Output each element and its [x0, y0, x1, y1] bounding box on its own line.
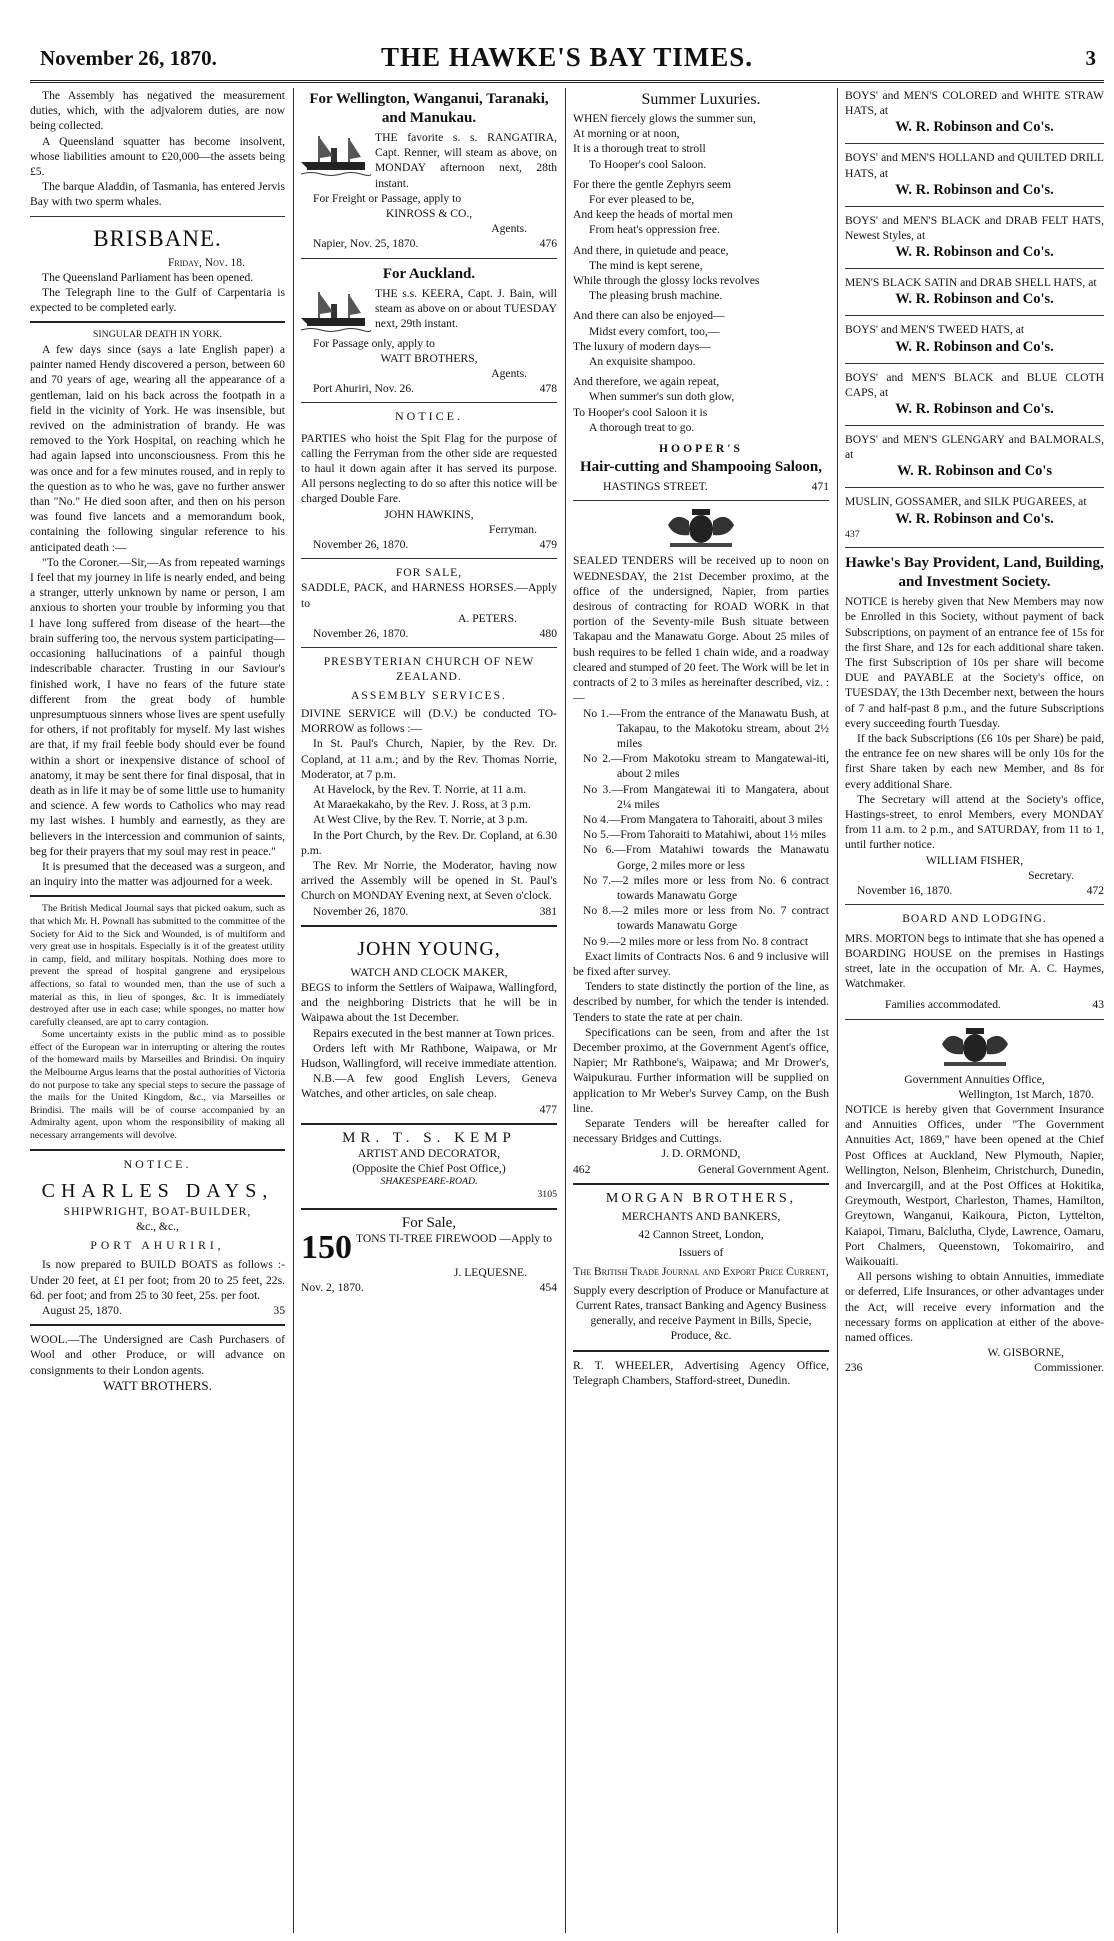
- tender-text: SEALED TENDERS will be received up to noon on WEDNESDAY, the 21st December proximo, at the office of the undersigned, Napier, from parties desirous of contracting for ROAD WORK in that portion of the Seventy-mile Bush situate between Takapau and the Manawatu Gorge. About 25 miles of bush requires to be felled 1 chain wide, and a roadway cleared and stumped of 20 feet. The Work will be let in contracts of 2 to 3 miles as hereinafter described, viz. :—: [573, 554, 829, 705]
- robinson-ad: [845, 213, 1104, 262]
- rangatira-footer: [301, 236, 557, 251]
- morgan-issuers: Issuers of: [678, 1246, 724, 1260]
- presbyterian-text: DIVINE SERVICE will (D.V.) be conducted TO-MORROW as follows :—: [301, 706, 557, 736]
- poem-line: To Hooper's cool Saloon.: [589, 157, 707, 171]
- mails-paragraph: Some uncertainty exists in the public mind as to possible effect of the European war in interrupting or altering the routes of the homeward mails by Marseilles and Brindisi. On inquiry the Melbourne Argus learns that the postal authorities of Victoria do not purpose to take any special steps to secure the passage of the mails for the United Kingdom, &c., via Marseilles or Brindisi. The mails will be of course accompanied by an Admiralty agent, upon whom the responsibility of making all necessary arrangements will devolve.: [30, 1029, 285, 1142]
- annuity-office: Government Annuities Office,: [904, 1072, 1045, 1086]
- firewood-footer: [301, 1280, 557, 1295]
- robinson-ad: [845, 370, 1104, 419]
- tender-ad-number: 462: [573, 1162, 591, 1176]
- masthead-rule: [30, 80, 1104, 83]
- poem-line: It is a thorough treat to stroll: [573, 142, 706, 156]
- presbyterian-text: At Havelock, by the Rev. T. Norrie, at 11 a.m.: [313, 782, 527, 796]
- robinson-ad-signature: W. R. Robinson and Co's.: [895, 244, 1054, 261]
- spit-heading: NOTICE.: [395, 409, 463, 424]
- robinson-ad: [845, 88, 1104, 137]
- divider: [301, 558, 557, 559]
- tender-text: Tenders to state distinctly the portion of the line, as described by number, for which the tender is intended. Tenders to state the rate at per chain.: [573, 980, 829, 1024]
- news-item: The Queensland Parliament has been opened.: [42, 270, 254, 284]
- firewood-ad-number: 454: [539, 1280, 557, 1294]
- keera-heading: For Auckland.: [382, 265, 476, 282]
- rangatira-agent: KINROSS & CO.,: [385, 207, 473, 221]
- keera-text: THE s.s. KEERA, Capt. J. Bain, will steam as above on or about TUESDAY next, 29th instant.: [375, 286, 557, 331]
- newspaper-title: THE HAWKE'S BAY TIMES.: [380, 42, 754, 72]
- newspaper-page: [30, 0, 1104, 1941]
- rangatira-apply: For Freight or Passage, apply to: [313, 191, 462, 205]
- royal-arms-icon: [932, 1026, 1018, 1068]
- rangatira-heading: For Wellington, Wanganui, Taranaki, and Manukau.: [309, 91, 549, 126]
- firewood-signature: J. LEQUESNE.: [453, 1265, 527, 1279]
- presbyterian-date: November 26, 1870.: [313, 904, 409, 918]
- medical-paragraph: The British Medical Journal says that picked oakum, such as that which Mr. H. Pownall has submitted to the committee of the Society for Aid to the Sick and Wounded, is of multiform and very great use in hospitals. Especially is it of the greatest utility in camp, field, and military hospitals. Nothing does more to prevent the spread of hospital gangrene and erysipelous affections, so fatal to wounded men, than the use of such a material as this, in lieu of sponges, &c. It is immediately destroyed after use in each case; while sponges, no matter how carefully cleansed, are apt to carry contagion.: [30, 903, 285, 1028]
- presbyterian-heading: PRESBYTERIAN CHURCH OF NEW ZEALAND.: [323, 655, 535, 684]
- wool-text: WOOL.—The Undersigned are Cash Purchasers of Wool and other Produce, or will advance on consignments to their London agents.: [30, 1333, 285, 1377]
- robinson-ad-text: BOYS' and MEN'S GLENGARY and BALMORALS, at: [845, 433, 1104, 462]
- society-text: The Secretary will attend at the Society's office, Hastings-street, to enrol Members, every MONDAY from 11 a.m. to 2 p.m., and SATURDAY, from 11 to 1, until further notice.: [845, 792, 1104, 852]
- robinson-ad-signature: W. R. Robinson and Co's.: [895, 338, 1054, 355]
- society-date: November 16, 1870.: [857, 884, 953, 898]
- wool-signature: WATT BROTHERS.: [103, 1377, 212, 1393]
- column-2: [301, 88, 557, 1933]
- tender-item: No 1.—From the entrance of the Manawatu Bush, at Takapau, to the Makotoku stream, about 2½ miles: [583, 706, 829, 750]
- poem-line: For ever pleased to be,: [589, 193, 695, 207]
- divider: [30, 895, 285, 897]
- news-item: The Telegraph line to the Gulf of Carpentaria is expected to be completed early.: [30, 286, 285, 315]
- summer-heading: Summer Luxuries.: [641, 91, 761, 108]
- morgan-text: Supply every description of Produce or Manufacture at Current Rates, transact Banking and Agency Business generally, and receive Payment in Bills, Specie, Produce, &c.: [573, 1283, 829, 1343]
- board-text: MRS. MORTON begs to intimate that she has opened a BOARDING HOUSE on the premises in Hastings street, late in the occupation of Mr. A. C. Haymes, Watchmaker.: [845, 931, 1104, 991]
- divider: [845, 425, 1104, 426]
- days-notice-heading: NOTICE.: [123, 1156, 192, 1171]
- column-1: [30, 88, 285, 1933]
- keera-agents: Agents.: [491, 367, 527, 381]
- news-item: A Queensland squatter has become insolvent, whose liabilities amount to £20,000—the assets being £5.: [30, 134, 285, 179]
- sale-text: SADDLE, PACK, and HARNESS HORSES.—Apply to: [301, 581, 557, 610]
- column-divider: [293, 88, 294, 1933]
- presbyterian-text: In the Port Church, by the Rev. Dr. Copland, at 6.30 p.m.: [301, 828, 557, 857]
- days-footer: [30, 1303, 285, 1318]
- presbyterian-text: At West Clive, by the Rev. T. Norrie, at 3 p.m.: [313, 813, 528, 827]
- annuity-footer: [845, 1360, 1104, 1375]
- divider: [845, 363, 1104, 364]
- rangatira-agents: Agents.: [491, 222, 527, 236]
- issue-date: November 26, 1870.: [40, 46, 217, 70]
- poem-stanza: [573, 374, 829, 435]
- divider: [30, 321, 285, 323]
- divider: [301, 1208, 557, 1210]
- spit-footer: [301, 537, 557, 552]
- poem-line: For there the gentle Zephyrs seem: [573, 177, 732, 191]
- york-paragraph: It is presumed that the deceased was a surgeon, and an inquiry into the matter was adjourned for a week.: [30, 859, 285, 889]
- spit-ad-number: 479: [539, 538, 557, 552]
- summer-poem: [573, 111, 829, 435]
- tender-footer: [573, 1162, 829, 1177]
- days-place: PORT AHURIRI,: [90, 1239, 225, 1253]
- keera-footer: [301, 381, 557, 396]
- poem-line: Midst every comfort, too,—: [589, 324, 720, 338]
- tender-signature: J. D. ORMOND,: [661, 1147, 741, 1161]
- kemp-ad-number: 3105: [537, 1188, 557, 1200]
- firewood-quantity: 150: [301, 1228, 352, 1266]
- rangatira-ad-number: 476: [539, 237, 557, 251]
- masthead: [30, 40, 1104, 76]
- robinson-ad-text: MUSLIN, GOSSAMER, and SILK PUGAREES, at: [845, 495, 1087, 509]
- kemp-trade: ARTIST AND DECORATOR,: [357, 1146, 501, 1160]
- days-trade: SHIPWRIGHT, BOAT-BUILDER,: [63, 1204, 252, 1218]
- robinson-ad: [845, 322, 1104, 356]
- divider: [845, 206, 1104, 207]
- young-text: Repairs executed in the best manner at Town prices.: [313, 1026, 555, 1040]
- spit-text: PARTIES who hoist the Spit Flag for the purpose of calling the Ferryman from the other side are requested to haul it down again after it has served its purpose. All persons neglecting to do so after this notice will be charged Double Fare.: [301, 431, 557, 506]
- presbyterian-ad-number: 381: [539, 904, 557, 918]
- society-ad-number: 472: [1086, 884, 1104, 898]
- poem-line: When summer's sun doth glow,: [589, 390, 735, 404]
- robinson-ad-number: 437: [845, 528, 860, 540]
- poem-line: And there can also be enjoyed—: [573, 309, 725, 323]
- divider: [845, 547, 1104, 548]
- robinson-ad-signature: W. R. Robinson and Co's.: [895, 401, 1054, 418]
- robinson-ad-text: BOYS' and MEN'S TWEED HATS, at: [845, 323, 1025, 337]
- robinson-ad-signature: W. R. Robinson and Co's.: [895, 291, 1054, 308]
- sale-footer: [301, 626, 557, 641]
- robinson-ad: [845, 150, 1104, 199]
- brisbane-date: Friday, Nov. 18.: [167, 255, 245, 269]
- divider: [845, 1019, 1104, 1020]
- tender-text: Separate Tenders will be hereafter called for necessary Bridges and Cuttings.: [573, 1116, 829, 1146]
- days-name: CHARLES DAYS,: [41, 1179, 274, 1202]
- page-number: 3: [1085, 46, 1096, 70]
- days-text: Is now prepared to BUILD BOATS as follows :- Under 20 feet, at £1 per foot; from 20 to 25 feet, 22s. 6d. per foot; and from 25 to 30 feet, 25s. per foot.: [30, 1258, 285, 1302]
- robinson-ad-signature: W. R. Robinson and Co's.: [895, 181, 1054, 198]
- divider: [30, 1149, 285, 1151]
- annuity-text: All persons wishing to obtain Annuities, immediate or deferred, Life Insurances, or other advantages under the Act, will receive every information and the necessary forms on application at either of the above-named offices.: [845, 1270, 1104, 1344]
- poem-line: The mind is kept serene,: [589, 258, 703, 272]
- days-etc: &c., &c.,: [136, 1220, 179, 1234]
- robinson-ad: [845, 432, 1104, 481]
- news-item: The barque Aladdin, of Tasmania, has entered Jervis Bay with two sperm whales.: [30, 180, 285, 209]
- column-4: [845, 88, 1104, 1933]
- society-signature: WILLIAM FISHER,: [925, 853, 1024, 867]
- tender-item: No 7.—2 miles more or less from No. 6 contract towards Manawatu Gorge: [583, 873, 829, 902]
- society-text: If the back Subscriptions (£6 10s per Share) be paid, the entrance fee on new shares will be only 10s for the first Share taken by each new Member, and 8s for every additional Share.: [845, 732, 1104, 791]
- young-text: Orders left with Mr Rathbone, Waipawa, or Mr Hudson, Wallingford, will receive immediate attention.: [301, 1041, 557, 1070]
- sale-heading: FOR SALE,: [395, 566, 463, 580]
- divider: [573, 500, 829, 501]
- young-heading: JOHN YOUNG,: [357, 937, 501, 960]
- morgan-heading: MORGAN BROTHERS,: [605, 1190, 797, 1206]
- board-ad-number: 43: [1092, 998, 1104, 1012]
- board-footer: [845, 997, 1104, 1012]
- tender-item: No 5.—From Tahoraiti to Matahiwi, about 1½ miles: [583, 828, 827, 842]
- annuity-text: NOTICE is hereby given that Government Insurance and Annuities Offices, under "The Government Annuities Act, 1869," have been opened at the Chief Post Offices at Auckland, New Plymouth, Napier, Wellington, Nelson, Blenheim, Christchurch, Dunedin, and Invercargill, and at the Post Offices at Hokitika, Greymouth, Westport, Charleston, Thames, Hamilton, Greytown, Wanganui, Kaikoura, Picton, Lyttelton, Kaiapoi, Timaru, Balclutha, Clyde, Lawrence, Oamaru, Port Chalmers, Queenstown, Tokomairiro, and Waikouaiti.: [845, 1102, 1104, 1268]
- york-heading: SINGULAR DEATH IN YORK.: [92, 329, 223, 341]
- poem-line: A thorough treat to go.: [589, 420, 695, 434]
- steamship-icon: [301, 132, 371, 178]
- royal-arms-icon: [658, 507, 744, 549]
- young-text: N.B.—A few good English Levers, Geneva Watches, and other articles, on sale cheap.: [301, 1072, 557, 1101]
- york-paragraph: A few days since (says a late English paper) a painter named Hendy discovered a person, between 60 and 70 years of age, wearing all the appearance of a gentleman, laid on his back across the footpath in a field in the vicinity of York. He was insensible, but revived on the administration of brandy. He was removed to the York Hospital, on reaching which he had again lapsed into unconsciousness. From this he was once and for a few minutes roused, and in reply to the question as to who he was, gave no further answer than "No." He died soon after, and then on his person was found five lancets and a memorandum book, containing the following singular reference to his anticipated death :—: [30, 343, 285, 554]
- poem-line: The luxury of modern days—: [573, 339, 711, 353]
- column-3: [573, 88, 829, 1933]
- york-paragraph: "To the Coroner.—Sir,—As from repeated warnings I feel that my journey in life is nearly ended, and being a stranger, utterly unknown by name or person, I am anxious to shorten your trouble by informing you that I have long suffered from disease of the heart—the brain suffering too, the nervous system participating—occasioning hallucinations of a painful though indescribable character. Trusting in our Saviour's finished work, I have no fears of the future state different from the great body of humble unpresumptuous sinners whose lives are spent usefully for others, if not profitably for myself. My last wishes are that, if my frail feeble body should ever be found within a short or inexpensive distance of school of anatomy, it may be sent there for final disposal, that in death as in life it may be of some little use to humanity and science. A few words to Catholics who may read my last wishes. I humbly and earnestly, as they are believers in the intercession and communion of saints, beg for their prayers that my soul may rest in peace.": [30, 555, 285, 858]
- divider: [845, 268, 1104, 269]
- tender-item: No 2.—From Makotoku stream to Mangatewai-iti, about 2 miles: [583, 752, 829, 781]
- poem-stanza: [573, 308, 829, 369]
- divider: [845, 315, 1104, 316]
- tender-item: No 4.—From Mangatera to Tahoraiti, about 3 miles: [583, 812, 823, 826]
- firewood-text: TONS TI-TREE FIREWOOD —Apply to: [356, 1231, 553, 1245]
- poem-line: And keep the heads of mortal men: [573, 208, 733, 222]
- presbyterian-text: The Rev. Mr Norrie, the Moderator, having now arrived the Assembly will be opened in St. Paul's Church on MONDAY Evening next, at Seven o'clock.: [301, 858, 557, 903]
- tender-text: Specifications can be seen, from and after the 1st December proximo, at the Government Agent's office, Napier; Mr Rathbone's, Waipawa; and Mr Drower's, Waipukurau. Further information will be supplied on application to Mr Weber's Survey Camp, on the Bush line.: [573, 1025, 829, 1115]
- tender-item: No 6.—From Matahiwi towards the Manawatu Gorge, 2 miles more or less: [583, 843, 829, 872]
- hooper-ad-number: 471: [811, 480, 829, 494]
- board-families: Families accommodated.: [885, 998, 1001, 1012]
- divider: [301, 1123, 557, 1125]
- wheeler-text: R. T. WHEELER, Advertising Agency Office, Telegraph Chambers, Stafford-street, Dunedin.: [573, 1358, 829, 1387]
- robinson-ad-text: BOYS' and MEN'S COLORED and WHITE STRAW HATS, at: [845, 89, 1104, 118]
- poem-line: WHEN fiercely glows the summer sun,: [573, 112, 756, 125]
- divider: [301, 925, 557, 927]
- young-subheading: WATCH AND CLOCK MAKER,: [350, 965, 508, 979]
- poem-line: From heat's oppression free.: [589, 223, 720, 237]
- robinson-ad-signature: W. R. Robinson and Co's.: [895, 119, 1054, 136]
- firewood-heading: For Sale,: [401, 1214, 457, 1231]
- robinson-ad: [845, 275, 1104, 309]
- presbyterian-text: At Maraekakaho, by the Rev. J. Ross, at 3 p.m.: [313, 798, 531, 812]
- morgan-address: 42 Cannon Street, London,: [638, 1228, 764, 1242]
- presbyterian-text: In St. Paul's Church, Napier, by the Rev. Dr. Copland, at 11 a.m.; and by the Rev. Thomas Norrie, Moderator, at 7 p.m.: [301, 737, 557, 781]
- presbyterian-subheading: ASSEMBLY SERVICES.: [351, 688, 507, 702]
- kemp-name: MR. T. S. KEMP: [342, 1129, 516, 1146]
- annuity-ad-number: 236: [845, 1361, 863, 1375]
- firewood-date: Nov. 2, 1870.: [301, 1280, 364, 1294]
- spit-date: November 26, 1870.: [313, 538, 409, 552]
- steamship-icon: [301, 288, 371, 334]
- robinson-ad-signature: W. R. Robinson and Co's.: [895, 510, 1054, 527]
- poem-stanza: [573, 111, 829, 172]
- kemp-location: (Opposite the Chief Post Office,): [352, 1162, 506, 1176]
- keera-date: Port Ahuriri, Nov. 26.: [313, 382, 415, 396]
- keera-ad-number: 478: [539, 382, 557, 396]
- sale-date: November 26, 1870.: [313, 627, 409, 641]
- poem-line: And there, in quietude and peace,: [573, 243, 729, 257]
- tender-role: General Government Agent.: [697, 1162, 829, 1176]
- days-date: August 25, 1870.: [42, 1304, 122, 1318]
- young-ad-number: 477: [539, 1102, 557, 1116]
- days-ad-number: 35: [273, 1304, 285, 1318]
- poem-stanza: [573, 177, 829, 238]
- divider: [845, 143, 1104, 144]
- morgan-subheading: MERCHANTS AND BANKERS,: [621, 1210, 781, 1223]
- hooper-street: HASTINGS STREET.: [603, 480, 708, 494]
- tender-text: Exact limits of Contracts Nos. 6 and 9 inclusive will be fixed after survey.: [573, 949, 829, 978]
- annuity-role: Commissioner.: [1034, 1361, 1104, 1375]
- spit-signature: JOHN HAWKINS,: [384, 507, 474, 521]
- divider: [301, 402, 557, 403]
- divider: [573, 1183, 829, 1185]
- poem-line: To Hooper's cool Saloon it is: [573, 405, 708, 419]
- society-text: NOTICE is hereby given that New Members may now be Enrolled in this Society, without payment of back Subscriptions, on payment of an entrance fee of 15s for the first Share, and 12s for each additional share taken. The first Subscription of 10s per share will become DUE and PAYABLE at the Society's office, on TUESDAY, the 13th December next, between the hours of 7 and half-past 8 p.m., and the future Subscriptions every succeeding fourth Tuesday.: [845, 595, 1104, 730]
- divider: [301, 258, 557, 259]
- poem-stanza: [573, 243, 829, 304]
- poem-line: The pleasing brush machine.: [589, 289, 723, 303]
- morgan-journal: The British Trade Journal and Export Price Current,: [573, 1264, 829, 1278]
- robinson-ad: [845, 494, 1104, 528]
- column-divider: [565, 88, 566, 1933]
- society-footer: [845, 883, 1104, 898]
- presbyterian-footer: [301, 904, 557, 919]
- divider: [845, 487, 1104, 488]
- divider: [845, 904, 1104, 905]
- divider: [30, 216, 285, 217]
- tender-item: No 9.—2 miles more or less from No. 8 contract: [583, 934, 809, 948]
- robinson-ad-text: MEN'S BLACK SATIN and DRAB SHELL HATS, at: [845, 276, 1097, 290]
- robinson-ad-signature: W. R. Robinson and Co's: [897, 463, 1052, 480]
- hooper-footer: [573, 479, 829, 494]
- poem-line: At morning or at noon,: [573, 127, 680, 141]
- society-role: Secretary.: [1028, 868, 1074, 882]
- column-divider: [837, 88, 838, 1933]
- spit-role: Ferryman.: [489, 522, 537, 536]
- news-item: The Assembly has negatived the measurement duties, which, with the adjvalorem duties, are now being collected.: [30, 89, 285, 133]
- poem-line: And therefore, we again repeat,: [573, 375, 720, 389]
- divider: [573, 1350, 829, 1352]
- hooper-heading: Hair-cutting and Shampooing Saloon,: [580, 459, 822, 476]
- poem-line: While through the glossy locks revolves: [573, 274, 760, 288]
- rangatira-date: Napier, Nov. 25, 1870.: [313, 237, 419, 251]
- rangatira-text: THE favorite s. s. RANGATIRA, Capt. Renner, will steam as above, on MONDAY afternoon next, 28th instant.: [375, 131, 557, 190]
- robinson-ad-text: BOYS' and MEN'S BLACK and BLUE CLOTH CAPS, at: [845, 370, 1104, 399]
- sale-ad-number: 480: [539, 627, 557, 641]
- robinson-ad-text: BOYS' and MEN'S BLACK and DRAB FELT HATS, Newest Styles, at: [845, 213, 1104, 243]
- kemp-road: SHAKESPEARE-ROAD.: [380, 1176, 478, 1188]
- young-text: BEGS to inform the Settlers of Waipawa, Wallingford, and the neighboring Districts that he will be in Waipawa about the 1st December.: [301, 980, 557, 1025]
- annuity-date: Wellington, 1st March, 1870.: [958, 1087, 1094, 1101]
- keera-agent: WATT BROTHERS,: [380, 351, 478, 365]
- tender-item: No 3.—From Mangatewai iti to Mangatera, about 2¼ miles: [583, 782, 829, 811]
- sale-signature: A. PETERS.: [458, 611, 517, 625]
- annuity-signature: W. GISBORNE,: [987, 1346, 1064, 1360]
- society-heading: Hawke's Bay Provident, Land, Building, and Investment Society.: [845, 555, 1104, 591]
- divider: [30, 1324, 285, 1326]
- hooper-name: HOOPER'S: [659, 442, 743, 456]
- board-heading: BOARD AND LODGING.: [902, 912, 1047, 926]
- keera-apply: For Passage only, apply to: [313, 336, 435, 350]
- robinson-ad-text: BOYS' and MEN'S HOLLAND and QUILTED DRILL HATS, at: [845, 151, 1104, 180]
- poem-line: An exquisite shampoo.: [589, 355, 696, 369]
- tender-item: No 8.—2 miles more or less from No. 7 contract towards Manawatu Gorge: [583, 904, 829, 933]
- divider: [301, 647, 557, 648]
- brisbane-heading: BRISBANE.: [93, 225, 222, 251]
